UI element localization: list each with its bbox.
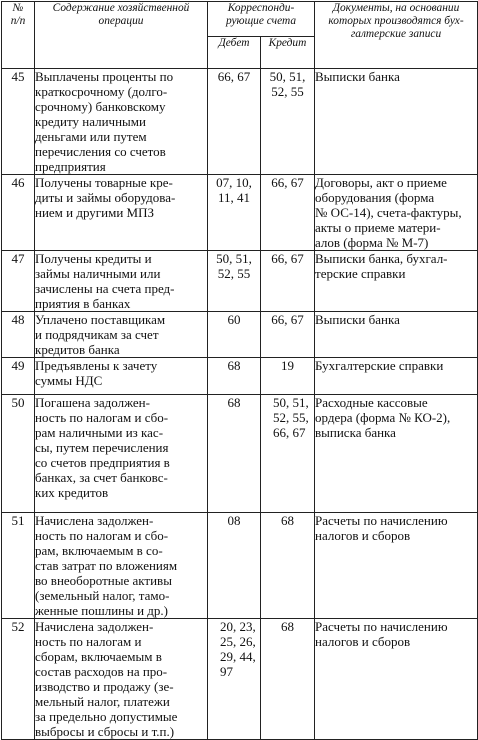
row-number: 50 (2, 395, 35, 513)
source-documents: Расчеты по начислению налогов и сборов (315, 619, 478, 740)
source-documents: Бухгалтерские справки (315, 358, 478, 395)
operation-content: Выплачены проценты по краткосрочному (долго- срочному) банковскому кредиту наличными деньгами или путем перечисления со счетов предприятия (35, 69, 208, 175)
header-number: № п/п (2, 2, 35, 69)
source-documents: Договоры, акт о приеме оборудования (форма № ОС-14), счета-фактуры, акты о приеме матери- алов (форма № М-7) (315, 175, 478, 251)
debit-accounts: 68 (208, 358, 261, 395)
operation-content: Предъявлены к зачету суммы НДС (35, 358, 208, 395)
row-number: 45 (2, 69, 35, 175)
header-operation-content: Содержание хозяйственной операции (35, 2, 208, 69)
row-number: 46 (2, 175, 35, 251)
header-credit: Кредит (261, 37, 315, 69)
row-number: 51 (2, 513, 35, 619)
row-number: 48 (2, 312, 35, 358)
row-number: 47 (2, 251, 35, 312)
debit-accounts: 66, 67 (208, 69, 261, 175)
source-documents: Расчеты по начислению налогов и сборов (315, 513, 478, 619)
table-row (2, 251, 478, 312)
credit-accounts: 66, 67 (261, 175, 315, 251)
source-documents: Выписки банка, бухгал- терские справки (315, 251, 478, 312)
table-row (2, 312, 478, 358)
debit-accounts: 50, 51, 52, 55 (208, 251, 261, 312)
credit-accounts: 50, 51, 52, 55, 66, 67 (261, 395, 315, 513)
header-source-documents: Документы, на основании которых производятся бух- галтерские записи (315, 2, 478, 69)
table-row (2, 395, 478, 513)
credit-accounts: 19 (261, 358, 315, 395)
source-documents: Расходные кассовые ордера (форма № КО-2), выписка банка (315, 395, 478, 513)
table-row (2, 358, 478, 395)
credit-accounts: 66, 67 (261, 312, 315, 358)
credit-accounts: 50, 51, 52, 55 (261, 69, 315, 175)
document-page (1, 0, 477, 740)
source-documents: Выписки банка (315, 69, 478, 175)
debit-accounts: 60 (208, 312, 261, 358)
table-row (2, 175, 478, 251)
operation-content: Начислена задолжен- ность по налогам и сборам, включаемым в состав расходов на про- изводство и продажу (зе- мельный налог, платежи за предельно допустимые выбросы и сбросы и т.п.) (35, 619, 208, 740)
debit-accounts: 20, 23, 25, 26, 29, 44, 97 (208, 619, 261, 740)
operation-content: Получены товарные кре- диты и займы оборудова- нием и другими МПЗ (35, 175, 208, 251)
accounting-entries-table (1, 1, 478, 740)
operation-content: Получены кредиты и займы наличными или зачислены на счета пред- приятия в банках (35, 251, 208, 312)
table-row (2, 619, 478, 740)
source-documents: Выписки банка (315, 312, 478, 358)
header-debit: Дебет (208, 37, 261, 69)
operation-content: Начислена задолжен- ность по налогам и сбо- рам, включаемым в со- став затрат по вложениям во внеоборотные активы (земельный налог, тамо- женные пошлины и др.) (35, 513, 208, 619)
debit-accounts: 08 (208, 513, 261, 619)
operation-content: Уплачено поставщикам и подрядчикам за счет кредитов банка (35, 312, 208, 358)
row-number: 49 (2, 358, 35, 395)
table-row (2, 69, 478, 175)
debit-accounts: 68 (208, 395, 261, 513)
credit-accounts: 66, 67 (261, 251, 315, 312)
operation-content: Погашена задолжен- ность по налогам и сбо- рам наличными из кас- сы, путем перечисления со счетов предприятия в банках, за счет банковс- ких кредитов (35, 395, 208, 513)
credit-accounts: 68 (261, 513, 315, 619)
credit-accounts: 68 (261, 619, 315, 740)
table-body (2, 69, 478, 740)
table-header-row (2, 2, 478, 37)
table-row (2, 513, 478, 619)
row-number: 52 (2, 619, 35, 740)
header-corresponding-accounts: Корреспонди- рующие счета (208, 2, 315, 37)
debit-accounts: 07, 10, 11, 41 (208, 175, 261, 251)
